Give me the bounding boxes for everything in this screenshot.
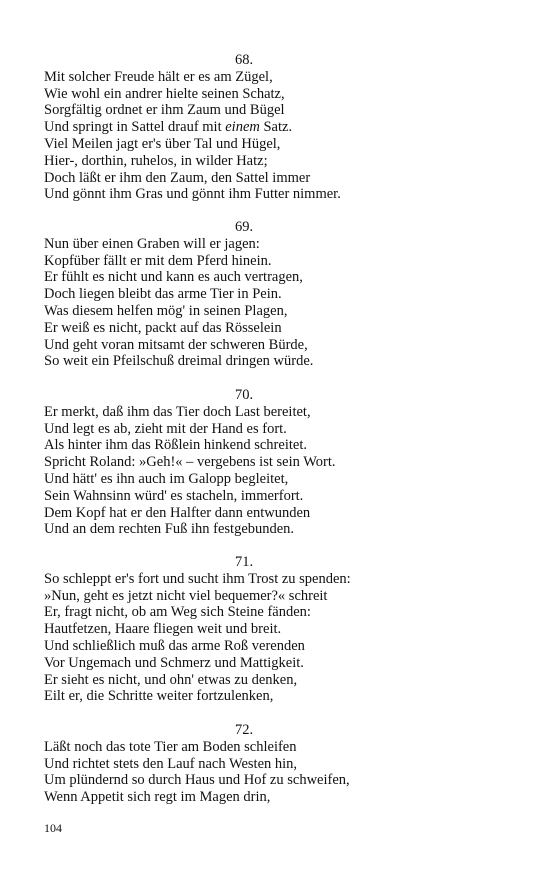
verse-text: »Nun, geht es jetzt nicht viel bequemer?« schreit [44,587,328,604]
verse-text: Und springt in Sattel drauf mit [44,119,226,136]
verse-text: Doch läßt er ihm den Zaum, den Sattel immer [44,169,311,186]
verse-line [44,437,514,454]
verse-line [44,772,514,789]
verse-line [44,253,514,270]
verse-line [44,454,514,471]
verse-text: Er weiß es nicht, packt auf das Rösselein [44,319,282,336]
verse-line [44,488,514,505]
verse-text: Kopfüber fällt er mit dem Pferd hinein. [44,252,272,269]
verse-line [44,337,514,354]
page-number: 104 [44,821,62,835]
verse-line [44,739,514,756]
verse-text: Und richtet stets den Lauf nach Westen hin, [44,755,298,772]
stanza [44,722,514,806]
verse-text: Und gönnt ihm Gras und gönnt ihm Futter nimmer. [44,186,341,203]
verse-text: Spricht Roland: »Geh!« – vergebens ist sein Wort. [44,454,336,471]
verse-line [44,102,514,119]
verse-line [44,621,514,638]
verse-text: Nun über einen Graben will er jagen: [44,235,260,252]
verse-line [44,170,514,187]
verse-line [44,588,514,605]
verse-line [44,404,514,421]
verse-text: Und geht voran mitsamt der schweren Bürde, [44,336,308,353]
verse-text: Er fühlt es nicht und kann es auch vertragen, [44,269,303,286]
verse-line [44,353,514,370]
verse-text: Wenn Appetit sich regt im Magen drin, [44,789,271,806]
verse-text: Sorgfältig ordnet er ihm Zaum und Bügel [44,102,285,119]
verse-line [44,471,514,488]
verse-line [44,286,514,303]
verse-text: Hier-, dorthin, ruhelos, in wilder Hatz; [44,152,268,169]
emphasized-word: einem [225,119,260,136]
verse-line [44,604,514,621]
verse-text: Er merkt, daß ihm das Tier doch Last bereitet, [44,403,311,420]
verse-text: Er sieht es nicht, und ohn' etwas zu denken, [44,671,298,688]
stanza [44,52,514,203]
verse-text: Und schließlich muß das arme Roß verenden [44,637,305,654]
verse-line [44,756,514,773]
verse-text: Und legt es ab, zieht mit der Hand es fort. [44,420,287,437]
verse-text: Läßt noch das tote Tier am Boden schleifen [44,738,297,755]
verse-line [44,672,514,689]
stanza [44,387,514,538]
stanza-number: 71. [234,554,254,570]
verse-line [44,688,514,705]
stanza-number: 68. [234,52,254,68]
verse-line [44,521,514,538]
verse-line [44,236,514,253]
verse-text: Viel Meilen jagt er's über Tal und Hügel, [44,135,281,152]
verse-line [44,153,514,170]
verse-line [44,571,514,588]
stanza-number: 72. [234,722,254,738]
verse-text: Doch liegen bleibt das arme Tier in Pein. [44,286,282,303]
verse-line [44,505,514,522]
verse-text: Mit solcher Freude hält er es am Zügel, [44,68,273,85]
verse-line [44,119,514,136]
verse-line [44,320,514,337]
verse-text: Was diesem helfen mög' in seinen Plagen, [44,302,288,319]
stanza-number: 69. [234,219,254,235]
verse-text: So schleppt er's fort und sucht ihm Trost zu spenden: [44,570,351,587]
verse-text: Vor Ungemach und Schmerz und Mattigkeit. [44,654,304,671]
verse-line [44,69,514,86]
verse-text: Als hinter ihm das Rößlein hinkend schreitet. [44,437,307,454]
stanza [44,554,514,705]
stanza [44,219,514,370]
verse-text: Hautfetzen, Haare fliegen weit und breit. [44,621,282,638]
verse-text: Satz. [259,119,293,136]
verse-text: Dem Kopf hat er den Halfter dann entwunden [44,504,311,521]
verse-text: Um plündernd so durch Haus und Hof zu schweifen, [44,772,350,789]
verse-line [44,303,514,320]
verse-line [44,269,514,286]
verse-line [44,421,514,438]
stanza-number: 70. [234,387,254,403]
verse-line [44,86,514,103]
verse-text: Er, fragt nicht, ob am Weg sich Steine fänden: [44,604,311,621]
verse-line [44,789,514,806]
verse-text: So weit ein Pfeilschuß dreimal dringen würde. [44,353,314,370]
verse-line [44,186,514,203]
verse-line [44,136,514,153]
verse-text: Wie wohl ein andrer hielte seinen Schatz, [44,85,285,102]
verse-text: Sein Wahnsinn würd' es stacheln, immerfort. [44,487,304,504]
verse-text: Und hätt' es ihn auch im Galopp begleitet, [44,470,289,487]
verse-line [44,638,514,655]
verse-text: Und an dem rechten Fuß ihn festgebunden. [44,521,295,538]
verse-line [44,655,514,672]
verse-text: Eilt er, die Schritte weiter fortzulenken, [44,688,274,705]
